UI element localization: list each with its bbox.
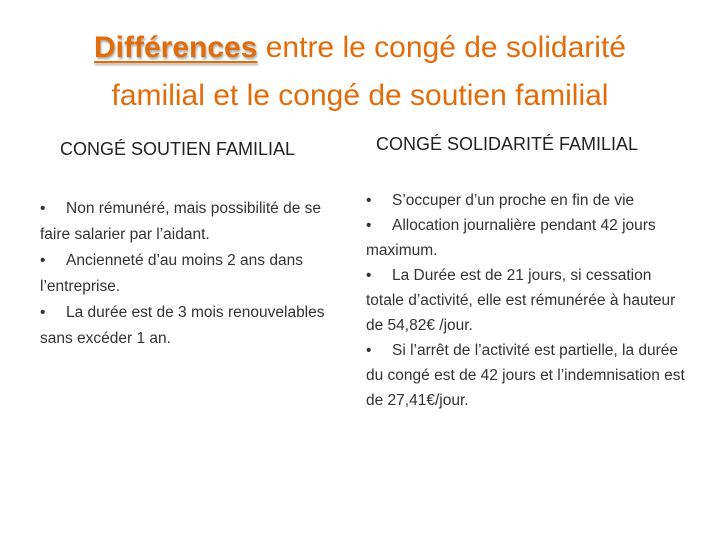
list-item (366, 188, 686, 213)
list-item-text: Si l’arrêt de l’activité est partielle, la durée du congé est de 42 jours et l’indemnisation est de 27,41€/jour. (366, 342, 685, 409)
right-column-heading: CONGÉ SOLIDARITÉ FAMILIAL (376, 134, 639, 154)
list-item (40, 300, 340, 352)
list-item (40, 248, 340, 300)
bullet-icon: • (40, 252, 46, 269)
list-item-text: Non rémunéré, mais possibilité de se faire salarier par l’aidant. (40, 200, 322, 243)
slide-title (0, 24, 720, 120)
bullet-icon: • (366, 267, 372, 284)
list-item (366, 213, 686, 263)
bullet-icon: • (366, 192, 372, 209)
left-column-list (40, 196, 340, 352)
bullet-icon: • (366, 342, 372, 359)
list-item-text: Allocation journalière pendant 42 jours maximum. (366, 217, 656, 259)
list-item-text: S’occuper d’un proche en fin de vie (392, 192, 635, 209)
list-item-text: La Durée est de 21 jours, si cessation totale d’activité, elle est rémunérée à hauteur de 54,82€ /jour. (366, 267, 676, 334)
list-item-text: Ancienneté d’au moins 2 ans dans l’entreprise. (40, 252, 303, 295)
left-column-heading: CONGÉ SOUTIEN FAMILIAL (60, 139, 296, 159)
right-column-list (366, 188, 686, 413)
list-item (40, 196, 340, 248)
bullet-icon: • (40, 304, 46, 321)
bullet-icon: • (366, 217, 372, 234)
title-line-1 (0, 24, 720, 72)
list-item-text: La durée est de 3 mois renouvelables sans excéder 1 an. (40, 304, 325, 347)
bullet-icon: • (40, 200, 46, 217)
list-item (366, 338, 686, 413)
title-emphasis: Différences (94, 31, 258, 64)
title-line-2: familial et le congé de soutien familial (111, 79, 609, 112)
title-line-1-rest: entre le congé de solidarité (257, 31, 626, 64)
list-item (366, 263, 686, 338)
